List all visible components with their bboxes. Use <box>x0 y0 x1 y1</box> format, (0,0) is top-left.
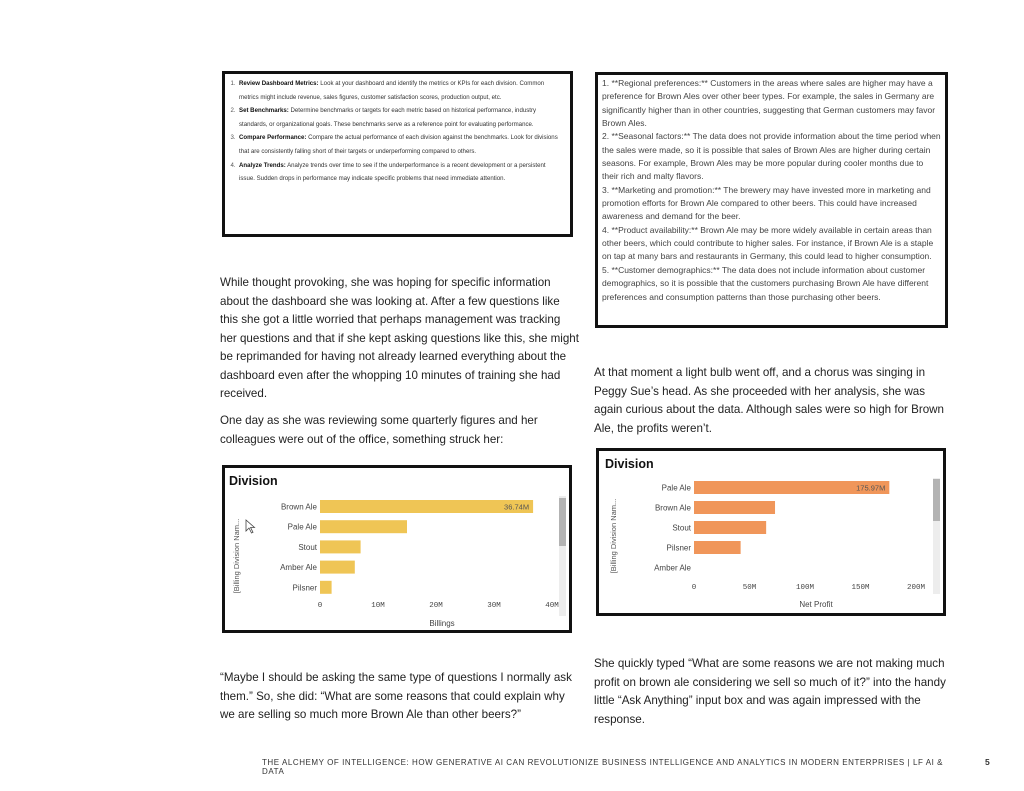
profit-chart-frame <box>596 448 946 616</box>
x-tick-label: 0 <box>317 602 323 610</box>
list-item: 4. Analyze Trends: Analyze trends over time to see if the underperformance is a recent development or a persistent issue. Sudden drops in performance may indicate specific problems that need immediate attention. <box>230 161 546 183</box>
y-axis-label: [Billing Division Nam... <box>609 498 618 574</box>
data-label: 175.97M <box>856 483 886 493</box>
x-tick-label: 30M <box>487 602 501 610</box>
scrollbar-thumb[interactable] <box>933 479 940 521</box>
x-tick-label: 40M <box>545 602 559 610</box>
list-item: 1. Review Dashboard Metrics: Look at your dashboard and identify the metrics or KPIs for each division. Common metrics might include revenue, sales figures, customer satisfaction scores, production output, etc. <box>230 80 545 101</box>
reason-item: 3. **Marketing and promotion:** The brewery may have invested more in marketing and promotion efforts for Brown Ale compared to other beers. This could have increased awareness and demand for the beer. <box>602 184 931 222</box>
x-tick-label: 0 <box>691 584 697 592</box>
bar[interactable] <box>694 541 741 554</box>
x-tick-label: 50M <box>742 584 757 592</box>
list-item: 2. Set Benchmarks: Determine benchmarks or targets for each metric based on historical performance, industry standards, or organizational goals. These benchmarks serve as a reference point for evaluating performance. <box>230 107 537 128</box>
page-footer: THE ALCHEMY OF INTELLIGENCE: HOW GENERATIVE AI CAN REVOLUTIONIZE BUSINESS INTELLIGENCE AND ANALYTICS IN MODERN ENTERPRISES | LF AI & DATA <box>262 758 944 776</box>
category-label: Pale Ale <box>287 522 317 532</box>
category-label: Brown Ale <box>280 502 317 512</box>
reason-item: 1. **Regional preferences:** Customers in the areas where sales are higher may have a preference for Brown Ales over other beer types. For example, the sales in Germany are significantly higher than in other countries, suggesting that German customers may favor Brown Ales. <box>602 78 936 129</box>
reasons-screenshot <box>595 72 948 328</box>
reason-item: 4. **Product availability:** Brown Ale may be more widely available in certain areas than other beers, which could contribute to higher sales. For instance, if Brown Ale is a staple on tap at many bars and restaurants in Germany, this could lead to higher consumption. <box>602 224 934 262</box>
x-tick-label: 20M <box>429 602 443 610</box>
y-axis-label: [Billing Division Nam... <box>232 518 241 594</box>
x-tick-label: 100M <box>795 584 815 592</box>
category-label: Stout <box>298 542 317 552</box>
recommendation-list <box>227 77 562 186</box>
bar[interactable] <box>694 501 775 514</box>
bar[interactable] <box>320 520 407 533</box>
x-axis-label: Net Profit <box>799 600 833 609</box>
x-tick-label: 200M <box>906 584 926 592</box>
chart-title: Division <box>229 474 278 488</box>
reason-item: 2. **Seasonal factors:** The data does not provide information about the time period when the sales were made, so it is possible that sales of Brown Ales are higher during certain seasons. For example, Brown Ales may be more popular during cooler months due to their rich and malty flavors. <box>602 131 941 182</box>
profit-chart <box>599 451 943 613</box>
category-label: Amber Ale <box>280 563 317 573</box>
list-screenshot <box>222 71 573 237</box>
scrollbar-thumb[interactable] <box>559 498 566 546</box>
category-label: Brown Ale <box>654 503 691 513</box>
category-label: Stout <box>672 523 691 533</box>
billings-chart-frame <box>222 465 572 633</box>
bar[interactable] <box>320 561 355 574</box>
data-label: 36.74M <box>504 502 530 512</box>
category-label: Pilsner <box>292 583 317 593</box>
bar[interactable] <box>320 500 533 513</box>
x-axis-label: Billings <box>429 619 455 628</box>
chart-title: Division <box>605 457 654 471</box>
list-item: 3. Compare Performance: Compare the actual performance of each division against the benchmarks. Look for divisions that are consistently falling short of their targets or underperforming compared to others. <box>230 134 558 155</box>
x-tick-label: 10M <box>371 602 385 610</box>
page-number: 5 <box>985 757 990 767</box>
category-label: Pilsner <box>666 543 691 553</box>
body-paragraph: She quickly typed “What are some reasons we are not making much profit on brown ale considering we sell so much of it?” into the handy little “Ask Anything” input box and was again impressed with the response. <box>594 657 946 726</box>
bar[interactable] <box>694 521 766 534</box>
body-paragraph: One day as she was reviewing some quarterly figures and her colleagues were out of the office, something struck her: <box>220 414 538 446</box>
bar[interactable] <box>320 540 361 553</box>
body-paragraph: “Maybe I should be asking the same type of questions I normally ask them.” So, she did: “What are some reasons that could explain why we are selling so much more Brown Ale than other beers?” <box>220 671 572 721</box>
bar[interactable] <box>320 581 332 594</box>
category-label: Amber Ale <box>654 563 691 573</box>
bar-cursor-icon <box>246 520 255 533</box>
body-paragraph: While thought provoking, she was hoping for specific information about the dashboard she was looking at. After a few questions like this she got a little worried that perhaps management was tracking her questions and that if she kept asking questions like this, she might be reprimanded for having not already learned everything about the dashboard even after the whopping 10 minutes of training she had received. <box>220 276 579 400</box>
x-tick-label: 150M <box>851 584 870 592</box>
reason-item: 5. **Customer demographics:** The data does not include information about customer demographics, so it is possible that the customers purchasing Brown Ale have different preferences and consumption patterns than those purchasing other beers. <box>602 264 929 302</box>
body-paragraph: At that moment a light bulb went off, and a chorus was singing in Peggy Sue’s head. As she proceeded with her analysis, she was again curious about the data. Although sales were so high for Brown Ale, the profits weren’t. <box>594 366 944 435</box>
billings-chart <box>225 468 569 630</box>
category-label: Pale Ale <box>661 483 691 493</box>
